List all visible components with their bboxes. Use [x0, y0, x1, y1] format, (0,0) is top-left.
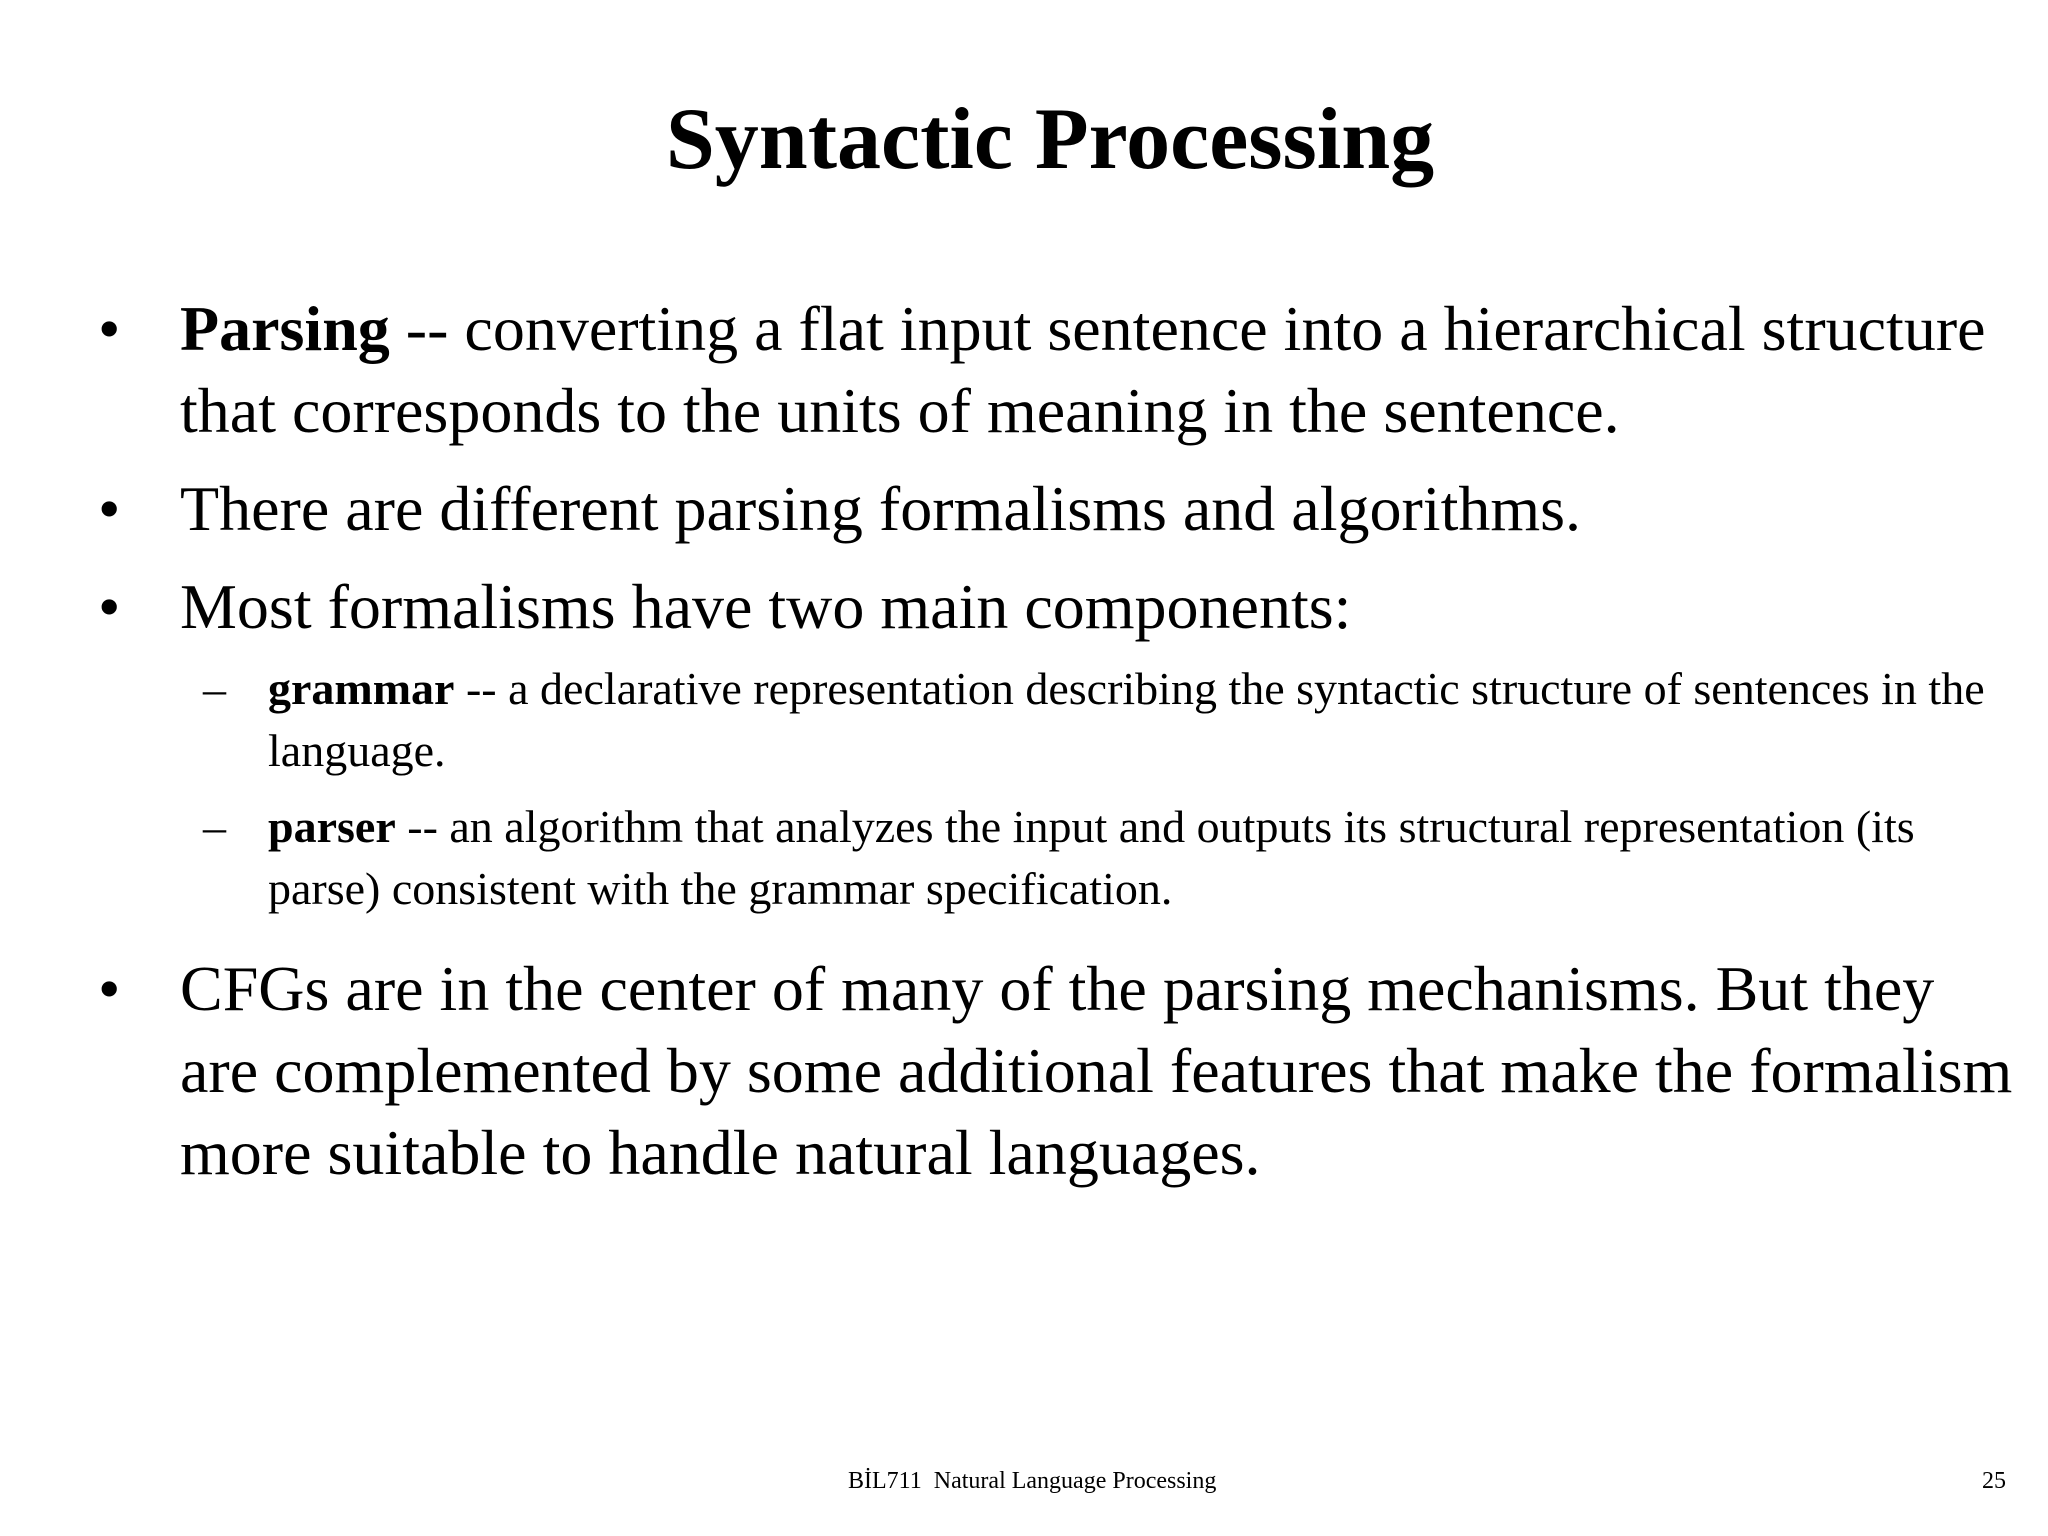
bullet-marker: • — [98, 293, 121, 364]
sub-bullet-text: -- an algorithm that analyzes the input and outputs its structural representation (its parse) consistent with the grammar specification. — [268, 801, 1915, 914]
bullet-parsing — [98, 288, 2018, 452]
sub-bullet-marker: – — [203, 801, 226, 852]
bullet-cfgs — [98, 948, 2018, 1194]
sub-bullet-marker: – — [203, 663, 226, 714]
bullet-formalisms — [98, 468, 2018, 550]
page-number: 25 — [1982, 1468, 2006, 1494]
bullet-text: CFGs are in the center of many of the parsing mechanisms. But they are complemented by some additional features that make the formalism more suitable to handle natural languages. — [180, 953, 2013, 1188]
bullet-text: Most formalisms have two main components: — [180, 571, 1352, 642]
sub-bullet-parser — [98, 796, 2018, 920]
sub-bullet-term: parser — [268, 801, 396, 852]
footer-course-name: BİL711 Natural Language Processing — [848, 1468, 1217, 1494]
sub-bullet-list — [180, 658, 2018, 920]
bullet-marker: • — [98, 953, 121, 1024]
bullet-components — [98, 566, 2018, 920]
slide-title: Syntactic Processing — [665, 91, 1435, 188]
sub-bullet-term: grammar — [268, 663, 455, 714]
bullet-marker: • — [98, 571, 121, 642]
sub-bullet-grammar — [98, 658, 2018, 782]
bullet-text: -- converting a flat input sentence into a hierarchical structure that corresponds to the units of meaning in the sentence. — [180, 293, 1986, 446]
sub-bullet-text: -- a declarative representation describing the syntactic structure of sentences in the language. — [268, 663, 1985, 776]
bullet-term: Parsing — [180, 293, 390, 364]
bullet-list — [98, 288, 2018, 1194]
bullet-text: There are different parsing formalisms and algorithms. — [180, 473, 1582, 544]
bullet-marker: • — [98, 473, 121, 544]
